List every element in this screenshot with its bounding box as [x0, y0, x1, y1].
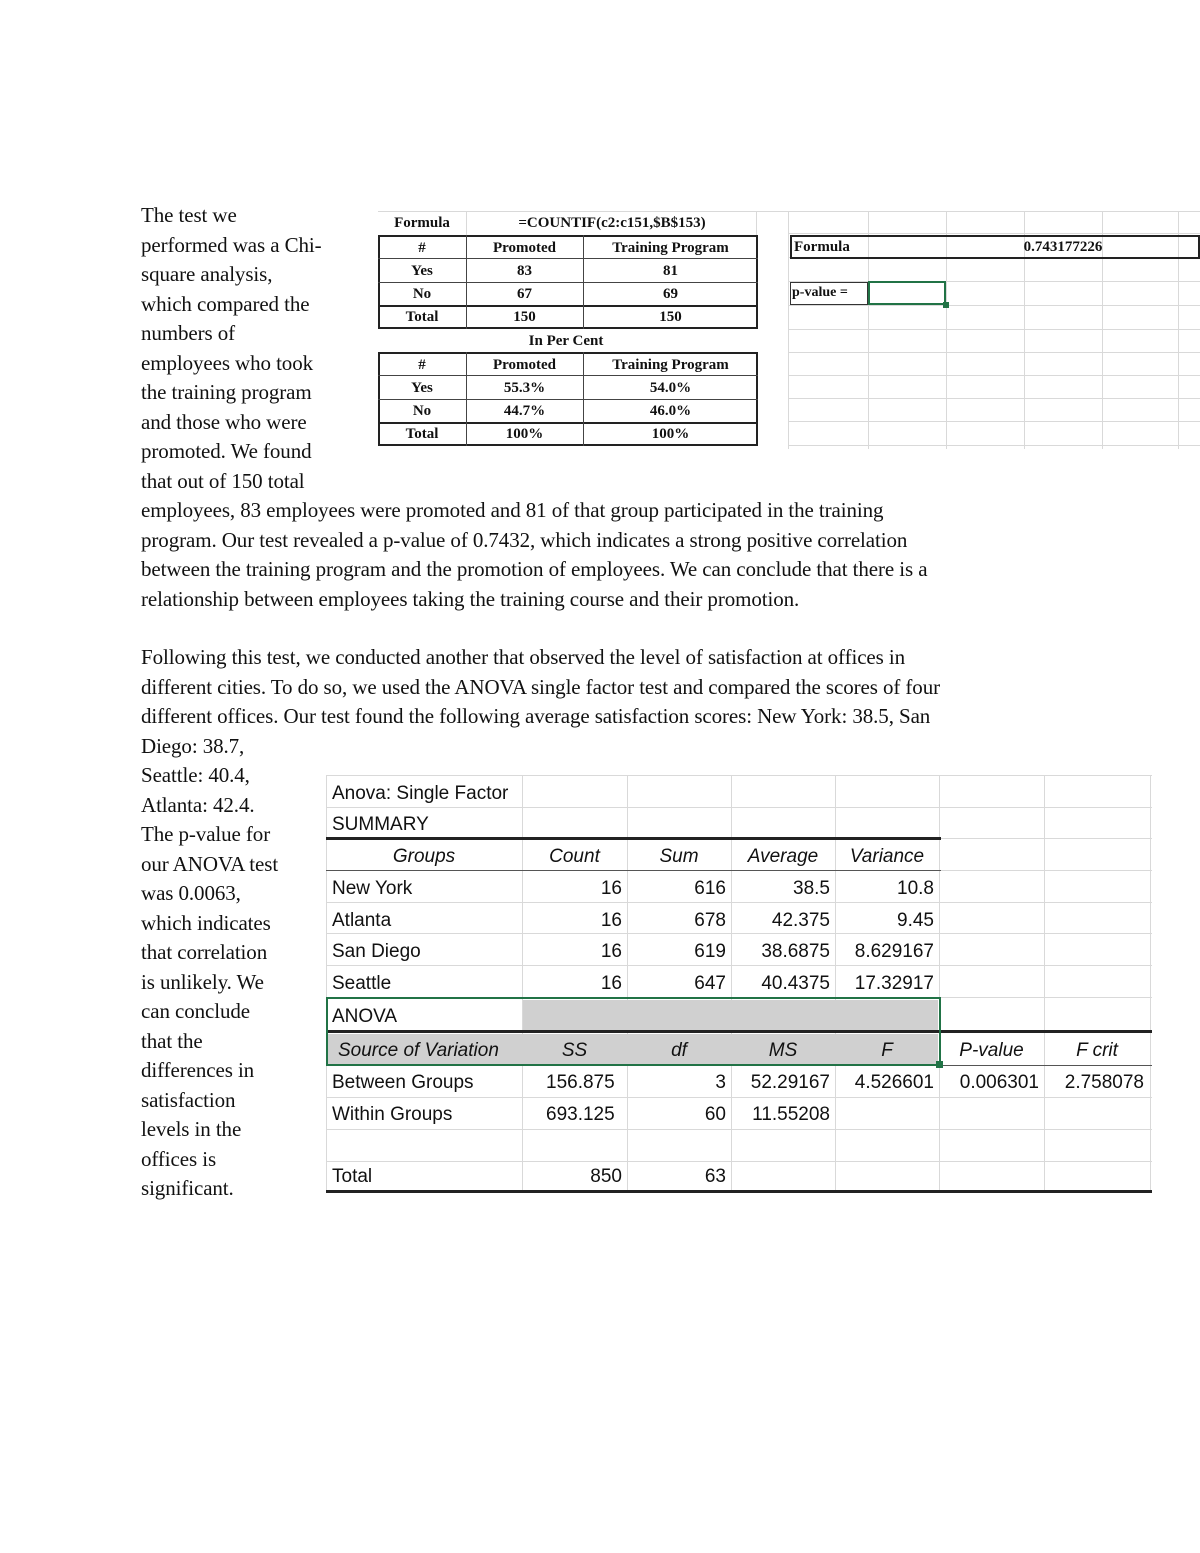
- summary-cell: 42.375: [771, 910, 830, 931]
- percent-cell: 55.3%: [503, 380, 546, 396]
- text-line: satisfaction: [141, 1087, 236, 1112]
- summary-group-label: Seattle: [332, 973, 392, 994]
- summary-cell: 16: [600, 910, 622, 931]
- percent-cell: 44.7%: [503, 403, 546, 419]
- text-line: Following this test, we conducted another that observed the level of satisfaction at offices in: [141, 645, 905, 669]
- selected-cell[interactable]: [868, 281, 946, 305]
- right-formula-label: Formula: [794, 239, 850, 255]
- anova-header-ss: SS: [561, 1040, 588, 1061]
- text-line: is unlikely. We: [141, 969, 264, 994]
- anova-header-pvalue: P-value: [959, 1040, 1024, 1061]
- anova-label: ANOVA: [332, 1006, 398, 1027]
- text-line: different cities. To do so, we used the ANOVA single factor test and compared the scores of four: [141, 674, 940, 699]
- text-line: relationship between employees taking the training course and their promotion.: [141, 586, 800, 611]
- text-line: can conclude: [141, 999, 250, 1023]
- text-line: square analysis,: [141, 262, 273, 286]
- anova-sheet: [326, 775, 1152, 1195]
- text-line: The p-value for: [141, 822, 271, 846]
- anova-cell: 3: [715, 1072, 726, 1093]
- text-line: Diego: 38.7,: [141, 733, 245, 758]
- percent-row-label: No: [412, 403, 432, 419]
- counts-header-promoted: Promoted: [492, 240, 557, 256]
- text-line: The test we: [141, 203, 237, 227]
- summary-label: SUMMARY: [332, 814, 429, 835]
- text-line: different offices. Our test found the following average satisfaction scores: New York: 38.5, San: [141, 704, 931, 728]
- text-line: numbers of: [141, 321, 236, 345]
- text-line: and those who were: [141, 409, 307, 434]
- text-line: Seattle: 40.4,: [141, 763, 250, 787]
- anova-cell: 693.125: [546, 1104, 615, 1125]
- summary-header-variance: Variance: [849, 846, 925, 867]
- formula-text: =COUNTIF(c2:c151,$B$153): [518, 215, 706, 231]
- anova-total-cell: 850: [590, 1166, 622, 1187]
- text-line: between the training program and the promotion of employees. We can conclude that there is a: [141, 557, 928, 581]
- counts-cell: 67: [517, 286, 532, 302]
- summary-group-label: Atlanta: [332, 910, 392, 931]
- pvalue-label: p-value =: [792, 285, 848, 300]
- percent-header-promoted: Promoted: [492, 357, 557, 373]
- anova-header-f: F: [881, 1040, 893, 1061]
- text-line: the training program: [141, 380, 312, 404]
- text-line: that out of 150 total: [141, 468, 305, 493]
- percent-cell: 100%: [505, 426, 544, 442]
- percent-cell: 100%: [651, 426, 690, 442]
- summary-cell: 17.32917: [854, 973, 934, 994]
- anova-cell: 11.55208: [752, 1104, 830, 1125]
- summary-cell: 10.8: [897, 878, 934, 899]
- anova-cell: 60: [704, 1104, 726, 1125]
- fill-handle[interactable]: [943, 302, 949, 308]
- summary-cell: 619: [694, 941, 726, 962]
- formula-label: Formula: [394, 215, 450, 231]
- summary-group-label: New York: [332, 878, 413, 899]
- anova-source-label: Within Groups: [332, 1104, 453, 1125]
- second-paragraph-narrow: [141, 761, 278, 1204]
- anova-header-df: df: [671, 1040, 687, 1061]
- intro-paragraph-wide: [141, 496, 927, 614]
- text-line: significant.: [141, 1176, 234, 1200]
- text-line: differences in: [141, 1058, 255, 1082]
- summary-cell: 38.6875: [761, 941, 830, 962]
- summary-header-groups: Groups: [392, 846, 456, 867]
- percent-row-label: Yes: [411, 380, 433, 396]
- counts-cell: 69: [663, 286, 678, 302]
- text-line: which compared the: [141, 291, 310, 316]
- anova-source-label: Between Groups: [332, 1072, 474, 1093]
- anova-header-source: Source of Variation: [338, 1040, 499, 1061]
- summary-cell: 8.629167: [854, 941, 934, 962]
- percent-title: In Per Cent: [528, 333, 604, 349]
- text-line: Atlanta: 42.4.: [141, 792, 255, 817]
- text-line: that the: [141, 1028, 203, 1053]
- text-line: which indicates: [141, 910, 271, 935]
- text-line: our ANOVA test: [141, 851, 279, 876]
- summary-cell: 16: [600, 973, 622, 994]
- right-formula-value: 0.743177226: [1023, 239, 1103, 255]
- counts-cell: 150: [513, 309, 536, 325]
- chi-square-sheet: [378, 211, 1200, 449]
- anova-cell: 2.758078: [1064, 1072, 1144, 1093]
- anova-title: Anova: Single Factor: [332, 783, 509, 804]
- summary-cell: 647: [694, 973, 726, 994]
- intro-paragraph-narrow: [141, 201, 322, 496]
- summary-cell: 616: [694, 878, 726, 899]
- text-line: that correlation: [141, 940, 268, 964]
- anova-cell: 52.29167: [750, 1072, 830, 1093]
- text-line: performed was a Chi-: [141, 232, 322, 257]
- summary-cell: 9.45: [897, 910, 934, 931]
- summary-cell: 16: [600, 878, 622, 899]
- counts-header-hash: #: [418, 240, 426, 256]
- summary-cell: 16: [600, 941, 622, 962]
- percent-cell: 54.0%: [649, 380, 692, 396]
- counts-row-label: Yes: [411, 263, 433, 279]
- summary-group-label: San Diego: [332, 941, 421, 962]
- percent-header-hash: #: [418, 357, 426, 373]
- counts-header-training: Training Program: [612, 240, 729, 256]
- summary-header-count: Count: [549, 846, 600, 867]
- text-line: was 0.0063,: [141, 881, 241, 905]
- counts-cell: 150: [659, 309, 682, 325]
- anova-total-cell: 63: [704, 1166, 726, 1187]
- summary-cell: 38.5: [793, 878, 830, 899]
- percent-header-training: Training Program: [612, 357, 729, 373]
- anova-cell: 4.526601: [854, 1072, 934, 1093]
- text-line: employees, 83 employees were promoted and 81 of that group participated in the training: [141, 498, 884, 522]
- summary-cell: 678: [694, 910, 726, 931]
- percent-cell: 46.0%: [649, 403, 692, 419]
- text-line: employees who took: [141, 350, 314, 375]
- summary-cell: 40.4375: [761, 973, 830, 994]
- summary-header-average: Average: [747, 846, 819, 867]
- counts-cell: 83: [517, 263, 532, 279]
- text-line: offices is: [141, 1146, 217, 1171]
- anova-header-ms: MS: [768, 1040, 798, 1061]
- second-paragraph-wide: [141, 643, 940, 761]
- text-line: promoted. We found: [141, 439, 312, 463]
- counts-row-label: Total: [405, 309, 439, 325]
- counts-cell: 81: [663, 263, 678, 279]
- text-line: program. Our test revealed a p-value of 0.7432, which indicates a strong positive correlation: [141, 527, 908, 552]
- summary-header-sum: Sum: [659, 846, 699, 867]
- anova-header-fcrit: F crit: [1076, 1040, 1118, 1061]
- anova-cell: 156.875: [546, 1072, 615, 1093]
- percent-row-label: Total: [405, 426, 439, 442]
- text-line: levels in the: [141, 1117, 242, 1141]
- anova-cell: 0.006301: [959, 1072, 1039, 1093]
- counts-row-label: No: [412, 286, 432, 302]
- anova-total-label: Total: [332, 1166, 373, 1187]
